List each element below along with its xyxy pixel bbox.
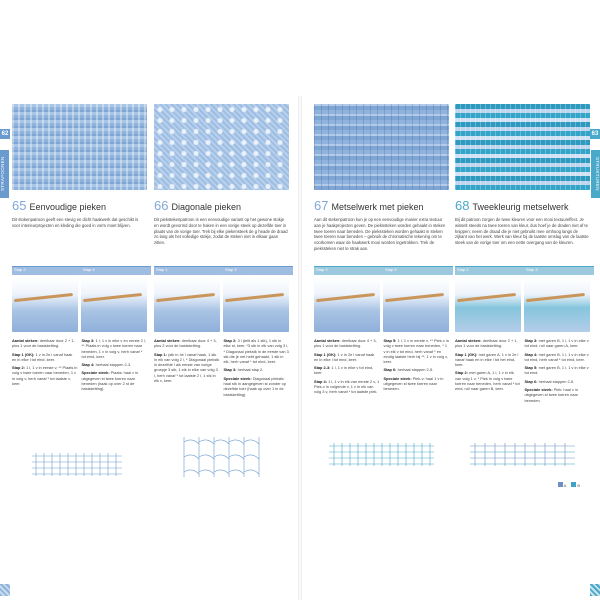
step-image [314,278,380,332]
instruction-lead: Stap 1 (GK): [455,351,478,357]
stitch-chart [455,440,590,468]
instruction-paragraph [314,365,380,376]
pattern-number: 66 [154,198,169,213]
pattern-column-65 [12,104,147,229]
instruction-lead: Stap 1 (GK): [314,351,337,357]
instruction-paragraph [525,387,591,403]
instruction-lead: Stap 4: [81,362,95,368]
page-number-left: 62 [1,131,9,137]
stitch-chart [154,432,289,482]
edge-swatch-right [590,584,600,596]
instruction-text: met garen B, 1 l, 1 v in elke v tot eind, ruil naar garen A, keer. [524,338,589,349]
instructions-left [154,338,220,400]
pattern-heading [455,198,590,212]
instruction-paragraph [12,352,78,363]
instruction-text: herhaal stappen 2-5. [537,378,575,384]
instruction-paragraph [154,338,220,349]
instruction-lead: Aantal steken: [12,338,39,343]
instruction-lead: Stap 5: [383,338,397,343]
pattern-swatch-photo [12,104,147,190]
pattern-heading [314,198,449,212]
instruction-lead: Stap 2: [455,370,468,376]
instruction-paragraph [455,370,521,391]
instruction-paragraph [384,376,450,392]
instructions-right [224,338,290,400]
instruction-text: 1 v in 2e l vanaf haak en in elke l tot eind, keer. [12,351,73,362]
side-tab-right: STRUKTUREN [591,150,600,198]
instruction-paragraph [455,338,521,349]
instruction-lead: Stap 3: [81,338,95,343]
legend-swatch-a [558,482,563,487]
instruction-text: deelbaar door 2 + 1, plus 1 voor de basisketting. [12,338,75,349]
instruction-lead: Aantal steken: [154,338,181,343]
instruction-lead: Stap 6: [524,378,538,384]
step-image [12,278,78,332]
instruction-lead: Stap 4: [314,378,327,384]
step-label: Stap 1 [156,267,168,272]
page-gutter [298,96,302,600]
instruction-lead: Stap 2-3: [314,365,331,371]
pattern-swatch-photo [314,104,449,190]
step-photo [524,266,590,332]
instruction-paragraph [455,352,521,368]
pattern-column-68 [455,104,590,246]
step-label: Stap 2 [14,267,26,272]
instruction-paragraph [154,352,220,384]
instruction-paragraph [525,365,591,376]
step-photo [81,266,147,332]
instruction-lead: Aantal steken: [314,338,341,343]
step-image [524,278,590,332]
instruction-lead: Aantal steken: [455,338,482,343]
step-photos [314,266,449,332]
pattern-number: 67 [314,198,329,213]
instruction-paragraph [224,338,290,364]
step-image [154,278,220,332]
step-image [455,278,521,332]
instructions-right [525,338,591,406]
instruction-lead: Stap 2: [223,338,237,343]
instructions-right [384,338,450,398]
pattern-title: Diagonale pieken [171,202,242,212]
stitch-chart-graphic [12,450,147,478]
step-image [223,278,289,332]
pattern-number: 65 [12,198,27,213]
instruction-paragraph [12,365,78,386]
step-label: Stap 3 [225,267,237,272]
step-photos [12,266,147,332]
pattern-heading [154,198,289,212]
stitch-chart-graphic [314,440,449,468]
instructions [154,338,289,400]
legend-label-b: B [577,483,580,488]
step-label: Stap 2 [457,267,469,272]
instructions [455,338,590,406]
instruction-lead: Stap 2: [12,365,25,371]
instruction-text: deelbaar door 2 + 1, plus 1 voor de basisketting. [455,338,518,349]
instruction-paragraph [224,376,290,397]
edge-swatch-left [0,584,10,596]
instruction-lead: Speciale steek: [223,375,252,381]
instruction-text: 1 l, 1 v in elk van eerste 2 v, 1 Piek-v in volgende v, 1 v in elk van volg 3 v, herh vanaf * tot laatste piek. [314,378,380,395]
stitch-chart [12,450,147,478]
instructions-left [455,338,521,406]
step-photo [383,266,449,332]
instruction-text: deelbaar door 4 + 3, plus 1 voor de basisketting. [314,338,377,349]
color-legend [558,482,580,488]
instruction-text: met garen A, 1 v in 2e l vanaf haak en in elke l tot het eind, keer. [455,351,519,368]
instruction-paragraph [384,367,450,372]
instruction-text: (stk in 4e l vanaf haak, 1 stk in elk van volg 2 l, * Diagonaal piekstk in dezelfde l als eerste van vorige groepje 3 stk, 1 stk in elke van volg 3 l, herh vanaf * tot laatste 2 l, 1 stk in elk v, keer. [154,351,220,384]
instructions-left [12,338,78,395]
pattern-heading [12,198,147,212]
instruction-paragraph [314,338,380,349]
pattern-intro: Dit stokenpatroon geeft een stevig en dicht haakwerk dat geschikt is voor interieurprojecten en kleding die goed in vorm moet blijven. [12,217,139,228]
instruction-lead: Stap 1 (GK): [12,351,35,357]
pattern-column-67 [314,104,449,252]
legend-swatch-b [571,482,576,487]
instruction-text: 1 l, 1 v in eerste v, ** Plaats in volg v twee toeren naar beneden, 1 v in volg v, herh vanaf * tot laatste v, keer. [12,365,78,387]
instruction-text: Diagonaal piekstk: haal stk in aangegeven st zonder op dezelfde toer (haak op over 1 in de basisketting). [223,375,287,397]
instruction-text: 1 v in 2e l vanaf haak en in elke l tot eind, keer. [314,351,375,362]
pattern-title: Eenvoudige pieken [29,202,107,212]
instruction-text: met garen B, 1 l, 1 v in elke v tot eind. [524,365,589,376]
step-photos [154,266,289,332]
pattern-column-66 [154,104,289,246]
instruction-text: met garen B, 1 l, 1 v in elke v tot eind, herh vanaf * tot eind, keer. [524,351,589,362]
pattern-title: Metselwerk met pieken [331,202,424,212]
step-label: Stap 2 [316,267,328,272]
instructions-left [314,338,380,398]
instruction-lead: Stap 6: [383,367,397,373]
instruction-text: deelbaar door 4 + 3, plus 2 voor de basisketting. [154,338,217,349]
pattern-swatch-photo [455,104,590,190]
stitch-chart [314,440,449,468]
instruction-text: 1 l, 1 v in elke v tot eind, keer. [314,365,374,376]
step-label: Stap 4 [83,267,95,272]
instruction-paragraph [525,352,591,363]
step-image [81,278,147,332]
step-photos [455,266,590,332]
instruction-paragraph [525,338,591,349]
stitch-chart-graphic [154,432,289,482]
instruction-text: herhaal stap 2. [236,367,264,373]
instruction-text: Plaats: haal v in uitgegeven st twee toeren naar beneden (haak op over 2 st de basisketting). [81,370,139,392]
step-photo [12,266,78,332]
instruction-lead: Stap 3: [524,338,538,343]
instruction-text: 1 l, 1 v in eerste v, ** Piek-v in volg v twee toeren naar beneden, * 1 v in elk v tot eind, herh vanaf * en eindig laatste herh bij **, 1 v in volg v, keer. [383,338,449,365]
instruction-paragraph [384,338,450,364]
side-tab-left: STRAPOONEN [0,150,9,198]
instruction-lead: Stap 1: [154,351,167,357]
instruction-paragraph [82,370,148,391]
legend-label-a: A [563,483,567,488]
instruction-paragraph [314,352,380,363]
step-photo [154,266,220,332]
instruction-paragraph [82,338,148,359]
pattern-intro: Dit piekstekenpatroon is een eenvoudige variant op het gewone stokje en wordt gevormd door te haken in een vorige steek op dezelfde toer in plaats van de vorige toer. Trek bij elke piekensteek de g heade de draad zo lang als het volledige stokje, zodat de steken niet in elkaar gaan zitten. [154,217,288,246]
instruction-text: Piek-v: haal 1 v in uitgegeven st twee toeren naar beneden. [383,375,444,392]
instruction-lead: Speciale steek: [383,375,412,381]
instruction-paragraph [224,367,290,372]
step-photo [455,266,521,332]
instructions [314,338,449,398]
legend-item-b [571,482,580,488]
pattern-number: 68 [455,198,470,213]
instruction-text: herhaal stappen 2-5. [396,367,434,373]
legend-item-a [558,482,567,488]
step-label: Stap 3 [526,267,538,272]
instruction-text: met garen A, 1 l, 1 v in elk van volg 1 v, * Piek in volg v twee toeren naar beneden, herh vanaf * tot eind, ruil naar garen B, keer. [455,370,520,392]
instruction-text: 1 l, 1 v in elke v en eerste 2 l, ** Plaats in volg v twee toeren naar beneden, 1 v in volg v, herh vanaf * tot eind, keer. [81,338,146,359]
step-photo [223,266,289,332]
instruction-text: herhaal stappen 2-3. [94,362,132,368]
pattern-swatch-photo [154,104,289,190]
instruction-paragraph [12,338,78,349]
instruction-paragraph [525,379,591,384]
pattern-intro: Bij dit patroon zorgen de twee kleuren voor een mooi textuureffect. Je wisselt steeds na twee toeren van kleur, dus hoef je de draden niet af te knippen; neem de draad die je niet gebruikt mee omhoog langs de zijkant van het werk. Werk van kleur bij de laatste omslag van de laatste steek van de vorige toer om een nette overgang van de kleuren. [455,217,589,246]
instruction-text: Piek: haal v in uitgegeven st twee toeren naar beneden. [524,387,578,403]
instruction-paragraph [82,362,148,367]
instruction-lead: Speciale steek: [81,370,110,376]
pattern-title: Tweekleurig metselwerk [472,202,569,212]
step-photo [314,266,380,332]
step-label: Stap 5 [385,267,397,272]
instruction-lead: Stap 4: [524,351,538,357]
instructions-right [82,338,148,395]
instruction-lead: Stap 5: [524,365,538,371]
instruction-paragraph [314,379,380,395]
pattern-intro: Aan dit stekenpatroon kun je op een eenvoudige manier extra textuur aan je haakprojecten geven. De piekssteken worden gehaakt in steken twee toeren naar beneden. De piekssteken worden gehaakt in steken twee toeren naar beneden – gebruik de chromatische tekening om te voorkomen waar de haakwerk mooi worden ingetrokken. Trek de piekssteken niet te strak aan. [314,217,446,251]
instruction-lead: Stap 3: [223,367,237,373]
page-number-right: 63 [591,131,599,137]
step-image [383,278,449,332]
instruction-lead: Speciale steek: [524,387,553,393]
instruction-text: 3 l (tellt als 1 stk), 1 stk in elke st, keer. *3 stk in elk van volg 3 l, * Diagonaal piekstk in de eerste van 3 stk die je net hebt gehaakt, 1 stk in elk, herh vanaf * tot eind, keer. [223,338,289,365]
stitch-chart-graphic [455,440,590,468]
instructions [12,338,147,395]
